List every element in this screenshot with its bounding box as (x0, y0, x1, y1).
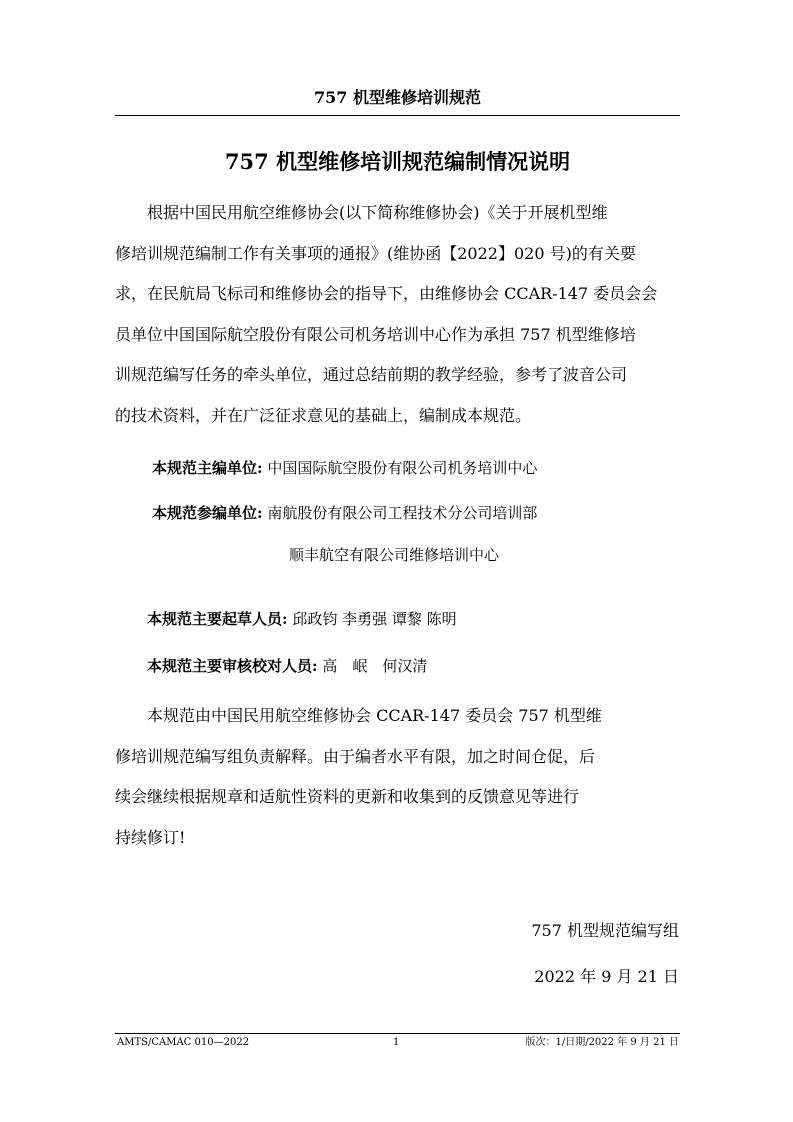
closing-paragraph (115, 696, 687, 858)
footer-version-info: 版次：1/日期/2022 年 9 月 21 日 (525, 1037, 679, 1048)
reviewers-label: 本规范主要审核校对人员: (147, 657, 318, 675)
closing-line: 本规范由中国民用航空维修协会 CCAR-147 委员会 757 机型维 (147, 706, 602, 725)
signature-group: 757 机型规范编写组 (531, 921, 679, 940)
reviewers-value: 高 岷 何汉清 (322, 657, 428, 675)
participant-unit-value: 南航股份有限公司工程技术分公司培训部 (267, 504, 538, 522)
drafters-row (147, 609, 457, 629)
closing-line: 持续修订! (115, 827, 186, 847)
signature-date: 2022 年 9 月 21 日 (534, 967, 679, 986)
participant-unit-row (152, 503, 537, 523)
intro-line: 根据中国民用航空维修协会(以下简称维修协会)《关于开展机型维 (147, 203, 608, 222)
participant-unit-row-2 (289, 545, 499, 565)
reviewers-row (147, 656, 427, 676)
chief-unit-row (152, 458, 537, 478)
header-divider (115, 115, 680, 116)
chief-unit-label: 本规范主编单位: (152, 459, 263, 477)
intro-line: 的技术资料，并在广泛征求意见的基础上，编制成本规范。 (115, 405, 532, 425)
footer-divider (115, 1033, 680, 1034)
intro-paragraph (115, 193, 687, 436)
intro-line: 求，在民航局飞标司和维修协会的指导下，由维修协会 CCAR-147 委员会会 (115, 284, 658, 303)
intro-line: 修培训规范编制工作有关事项的通报》(维协函【2022】020 号)的有关要 (115, 243, 636, 263)
running-header-title: 757 机型维修培训规范 (314, 88, 481, 107)
participant-unit-value: 顺丰航空有限公司维修培训中心 (289, 546, 500, 564)
intro-line: 员单位中国国际航空股份有限公司机务培训中心作为承担 757 机型维修培 (115, 324, 636, 344)
drafters-label: 本规范主要起草人员: (147, 610, 288, 628)
footer-doc-code: AMTS/CAMAC 010—2022 (117, 1037, 250, 1048)
footer-page-number: 1 (393, 1037, 400, 1048)
closing-line: 续会继续根据规章和适航性资料的更新和收集到的反馈意见等进行 (115, 787, 580, 806)
drafters-value: 邱政钧 李勇强 谭黎 陈明 (292, 610, 457, 628)
document-title: 757 机型维修培训规范编制情况说明 (224, 149, 571, 174)
intro-line: 训规范编写任务的牵头单位，通过总结前期的教学经验，参考了波音公司 (115, 365, 628, 384)
chief-unit-value: 中国国际航空股份有限公司机务培训中心 (267, 459, 538, 477)
participant-unit-label: 本规范参编单位: (152, 504, 263, 522)
closing-line: 修培训规范编写组负责解释。由于编者水平有限，加之时间仓促，后 (115, 746, 596, 766)
